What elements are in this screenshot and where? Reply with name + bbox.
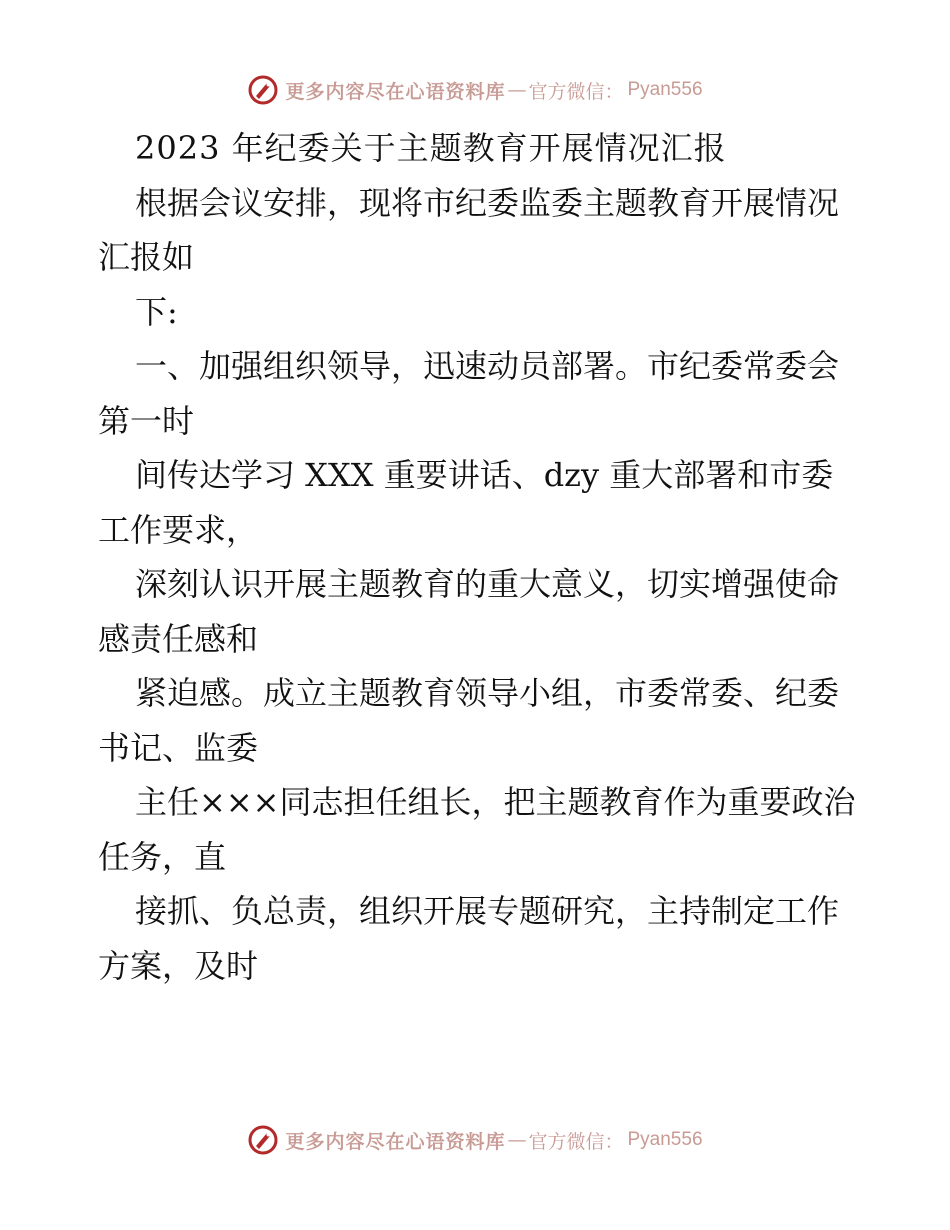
pen-seal-icon — [247, 1124, 279, 1156]
banner-slogan: 更多内容尽在心语资料库 — [285, 80, 506, 103]
paragraph: 主任×××同志担任组长，把主题教育作为重要政治任务，直 — [98, 783, 856, 876]
paragraph: 间传达学习 XXX 重要讲话、dzy 重大部署和市委工作要求， — [98, 456, 834, 549]
banner-official-label: 官方微信： — [528, 80, 624, 103]
banner-slogan: 更多内容尽在心语资料库 — [285, 1130, 506, 1153]
document-title: 2023 年纪委关于主题教育开展情况汇报 — [135, 129, 727, 167]
banner-account-id: Pyan556 — [627, 79, 703, 100]
document-body — [98, 121, 858, 993]
paragraph: 紧迫感。成立主题教育领导小组，市委常委、纪委书记、监委 — [98, 674, 840, 767]
paragraph: 一、加强组织领导，迅速动员部署。市纪委常委会第一时 — [98, 347, 840, 440]
banner-dash: — — [507, 79, 527, 101]
paragraph: 下: — [135, 292, 178, 331]
pen-seal-icon — [247, 74, 279, 106]
footer-banner — [0, 1120, 950, 1160]
paragraph: 接抓、负总责，组织开展专题研究，主持制定工作方案，及时 — [98, 892, 840, 985]
banner-account-id: Pyan556 — [627, 1129, 703, 1150]
banner-official-label: 官方微信： — [528, 1130, 624, 1153]
banner-dash: — — [507, 1129, 527, 1151]
paragraph: 深刻认识开展主题教育的重大意义，切实增强使命感责任感和 — [98, 565, 840, 658]
paragraph: 根据会议安排，现将市纪委监委主题教育开展情况汇报如 — [98, 183, 840, 276]
header-banner — [0, 70, 950, 110]
